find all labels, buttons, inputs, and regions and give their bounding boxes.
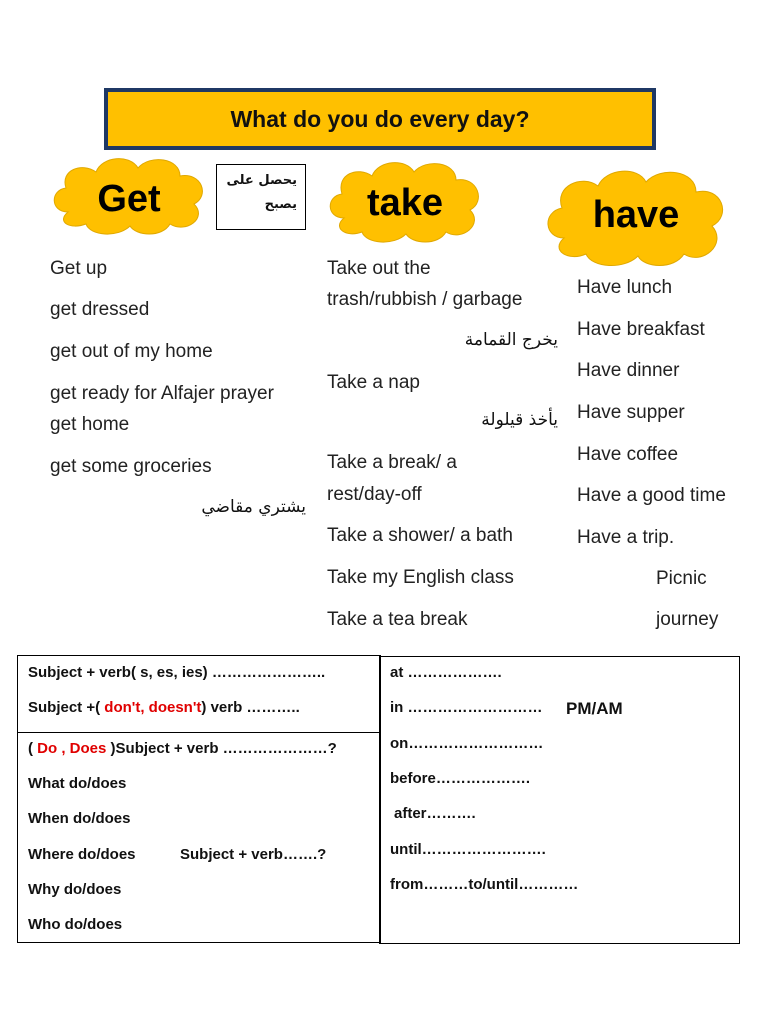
get-arabic-translation: يشتري مقاضي (201, 497, 306, 517)
question-rule (28, 740, 337, 757)
get-phrase: get dressed (50, 299, 150, 320)
cloud-label-get: Get (97, 178, 161, 220)
take-arabic-translation: يأخذ قيلولة (481, 410, 558, 430)
have-phrase: Picnic (656, 568, 707, 589)
question-rules-box (17, 732, 381, 943)
affirmative-rule: Subject + verb( s, es, ies) ………………….. (28, 664, 326, 681)
take-phrase: Take my English class (327, 567, 514, 588)
preposition-after: after………. (394, 805, 476, 822)
get-phrase: Get up (50, 258, 108, 279)
wh-question-who: Who do/does (28, 916, 123, 933)
have-phrase: Have a trip. (577, 527, 675, 548)
wh-question-where-suffix: Subject + verb…….? (180, 846, 327, 863)
question-rule-auxiliary: Do , Does (37, 740, 111, 757)
take-phrase: Take a tea break (327, 609, 468, 630)
have-cloud (540, 164, 732, 268)
negative-rule-suffix: ) verb ……….. (201, 699, 300, 716)
have-phrase: journey (656, 609, 719, 630)
negative-rule-prefix: Subject +( (28, 699, 105, 716)
take-phrase: Take out the (327, 258, 431, 279)
have-phrase: Have a good time (577, 485, 726, 506)
preposition-pm-am: PM/AM (566, 699, 623, 718)
have-phrase: Have dinner (577, 360, 680, 381)
cloud-label-have: have (592, 194, 680, 236)
preposition-at: at ………………. (390, 664, 502, 681)
wh-question-when: When do/does (28, 810, 131, 827)
get-phrase: get some groceries (50, 456, 212, 477)
have-phrase: Have breakfast (577, 319, 705, 340)
take-phrase: trash/rubbish / garbage (327, 289, 523, 310)
preposition-until: until……………………. (390, 841, 546, 858)
have-phrase: Have lunch (577, 277, 673, 298)
take-phrase: Take a break/ a (327, 452, 457, 473)
question-rule-prefix: ( (28, 740, 38, 757)
take-phrase: Take a shower/ a bath (327, 525, 513, 546)
have-phrase: Have supper (577, 402, 685, 423)
page-title: What do you do every day? (104, 88, 656, 150)
get-phrase: get out of my home (50, 341, 213, 362)
cloud-label-take: take (366, 182, 444, 224)
preposition-before: before………………. (390, 770, 531, 787)
wh-question-why: Why do/does (28, 881, 122, 898)
wh-question-where: Where do/does (28, 846, 136, 863)
arabic-meaning-box (216, 164, 306, 230)
get-cloud (46, 152, 212, 236)
take-arabic-translation: يخرج القمامة (464, 330, 558, 350)
take-cloud (322, 156, 488, 244)
wh-question-what: What do/does (28, 775, 127, 792)
negative-rule (28, 699, 300, 716)
negative-rule-auxiliary: don't, doesn't (104, 699, 202, 716)
arabic-meaning-line-1: يحصل على (226, 173, 297, 188)
have-phrase: Have coffee (577, 444, 679, 465)
get-phrase: get home (50, 414, 130, 435)
take-phrase: rest/day-off (327, 484, 422, 505)
arabic-meaning-line-2: يصبح (264, 197, 297, 212)
get-phrase: get ready for Alfajer prayer (50, 383, 274, 404)
preposition-on: on……………………… (390, 735, 544, 752)
take-phrase: Take a nap (327, 372, 420, 393)
question-rule-suffix: )Subject + verb …………………? (110, 740, 337, 757)
preposition-from-to: from………to/until………… (390, 876, 579, 893)
preposition-in: in ……………………… (390, 699, 543, 716)
